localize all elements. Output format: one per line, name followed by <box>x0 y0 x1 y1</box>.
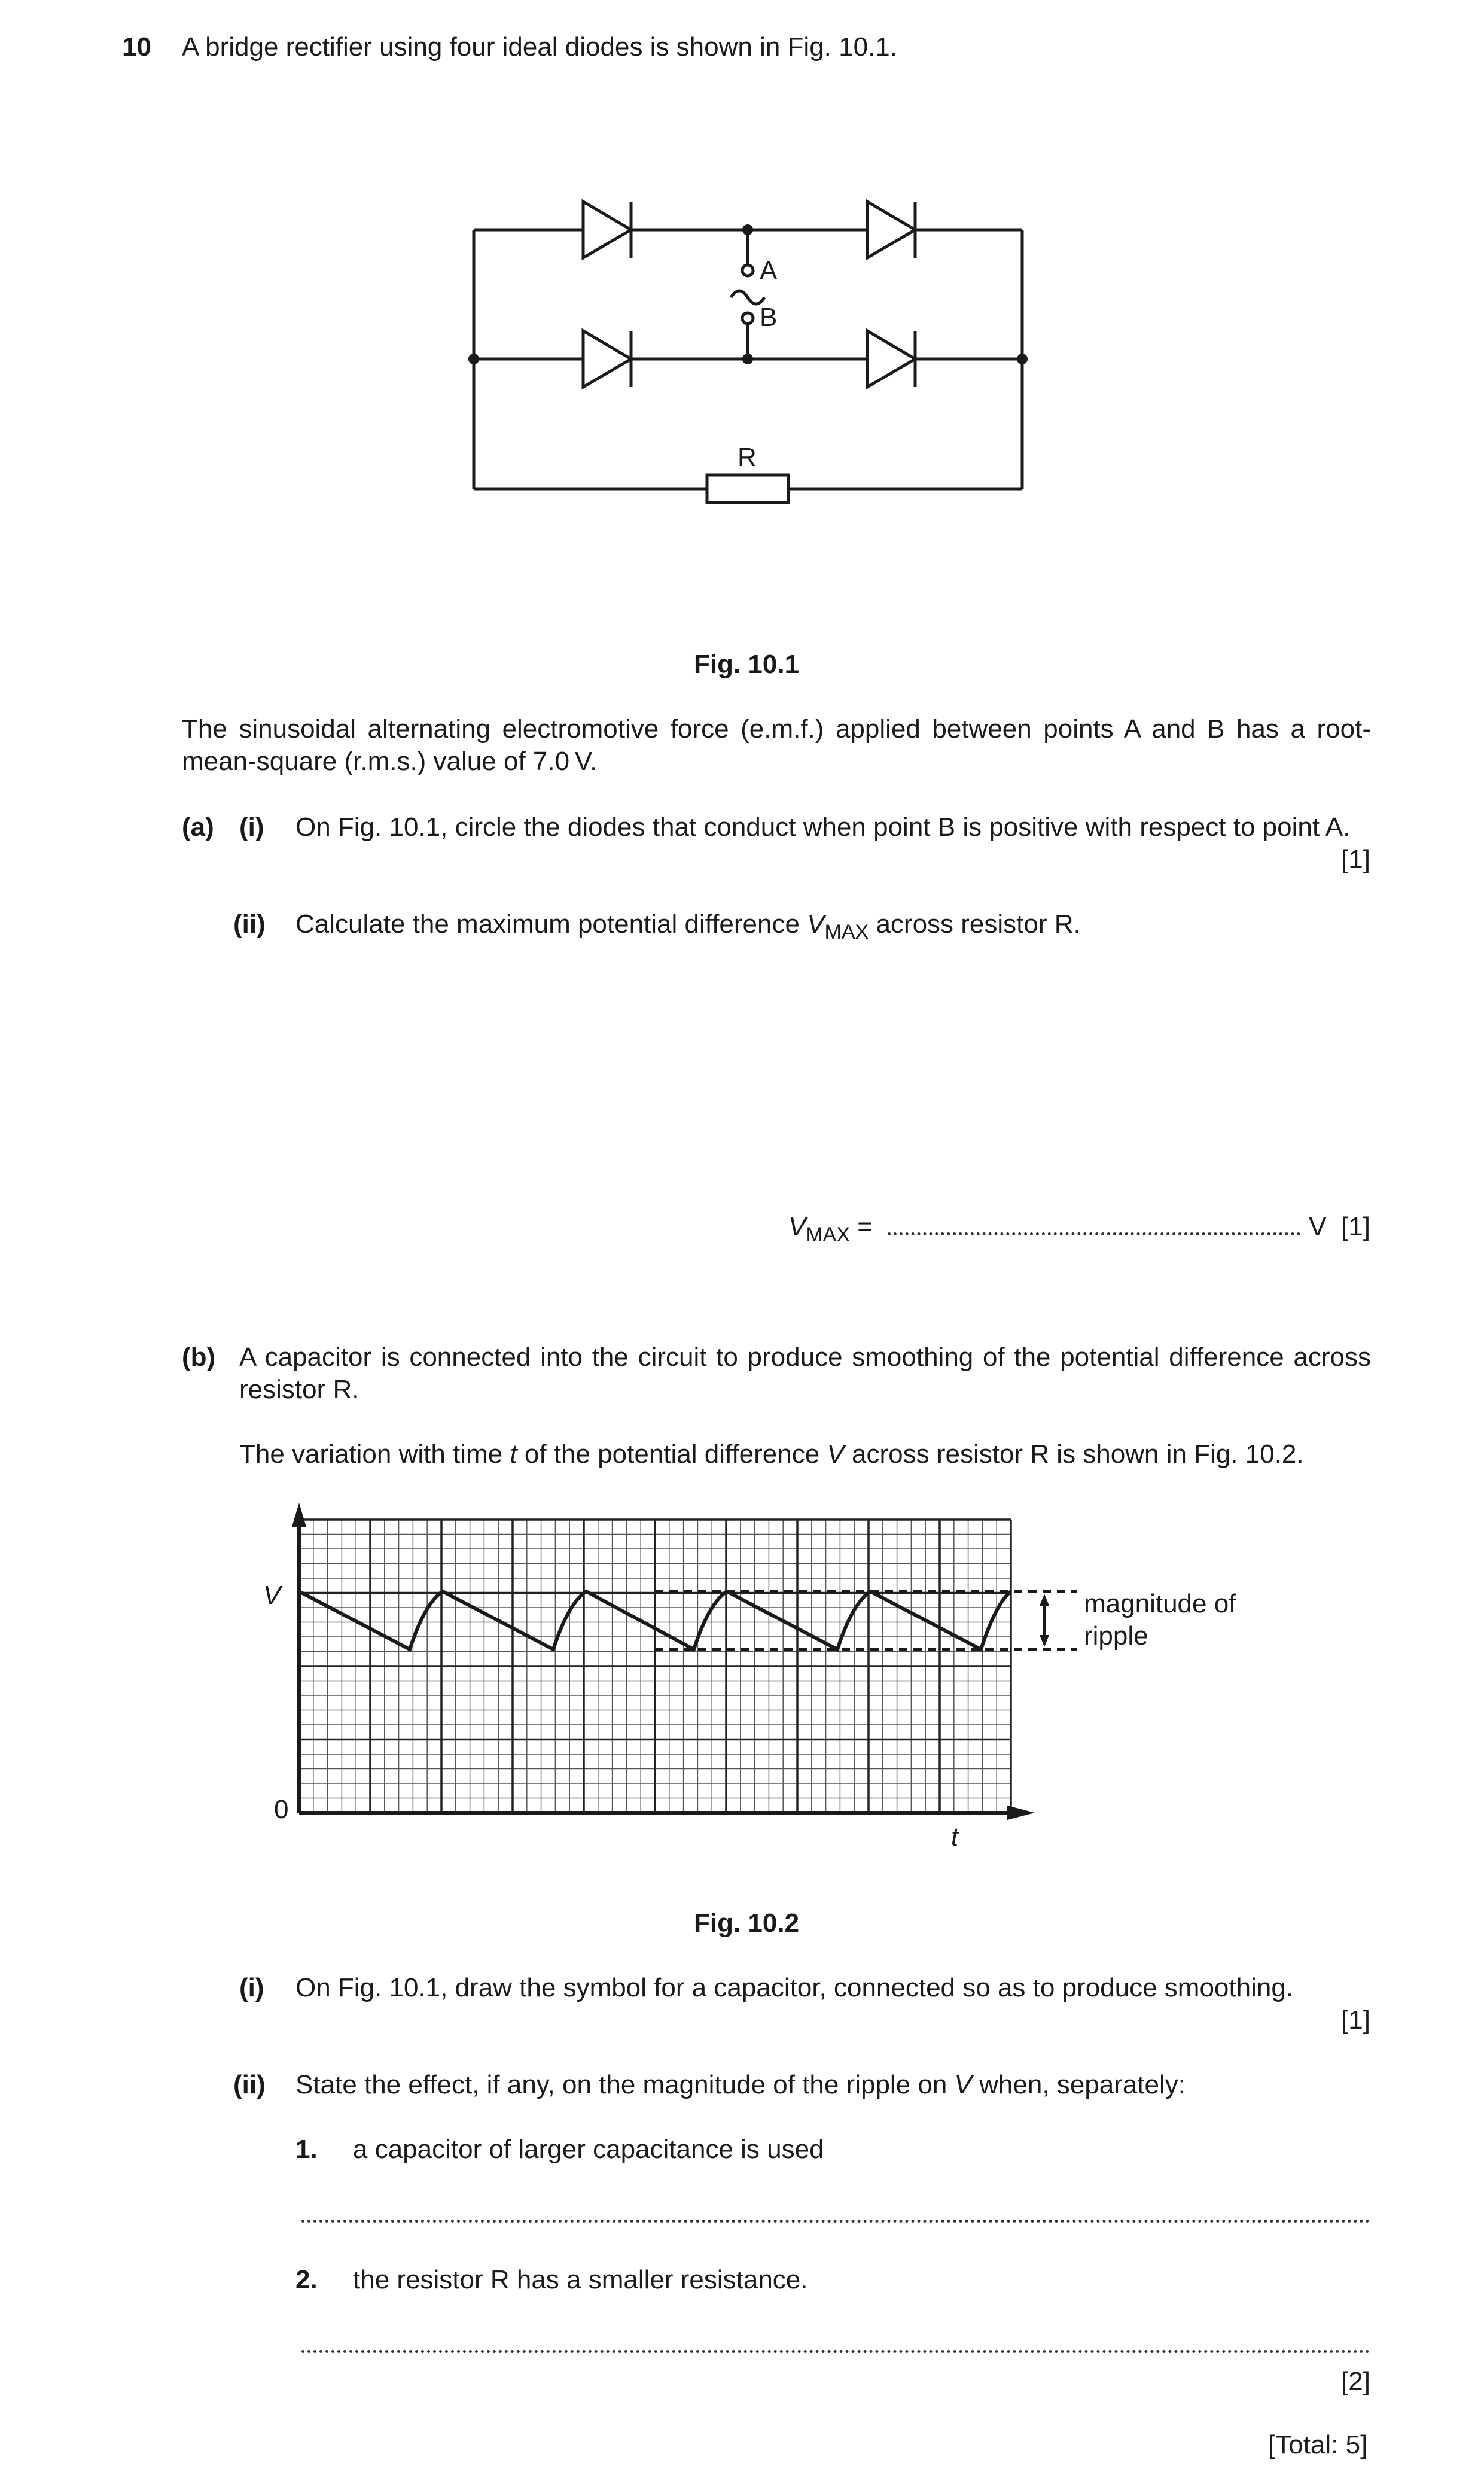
part-a-ii-marks: [1] <box>1341 1212 1370 1241</box>
part-b-i-label: (i) <box>239 1973 264 2002</box>
fig1-caption: Fig. 10.1 <box>694 650 800 679</box>
y-axis-arrow <box>292 1503 306 1527</box>
part-b-ii-marks: [2] <box>1341 2367 1370 2396</box>
part-a-ii-label: (ii) <box>233 909 266 939</box>
ripple-label-2: ripple <box>1084 1621 1148 1651</box>
label-b: B <box>760 303 778 332</box>
fig2-caption: Fig. 10.2 <box>694 1908 800 1938</box>
part-a-i-label: (i) <box>239 812 264 842</box>
part-b-variation: The variation with time t of the potential difference V across resistor R is shown in Fig. 10.2. <box>239 1439 1304 1469</box>
item-2-number: 2. <box>295 2265 318 2294</box>
part-b-i-text: On Fig. 10.1, draw the symbol for a capacitor, connected so as to produce smoothing. <box>295 1973 1294 2002</box>
graph-origin: 0 <box>274 1795 289 1824</box>
x-axis-arrow <box>1007 1806 1035 1820</box>
ripple-label-1: magnitude of <box>1084 1589 1236 1618</box>
item-2-answer-line[interactable] <box>301 2350 1370 2353</box>
item-2-text: the resistor R has a smaller resistance. <box>353 2265 808 2294</box>
item-1-answer-line[interactable] <box>301 2220 1370 2223</box>
part-a-label: (a) <box>182 812 214 842</box>
item-1-number: 1. <box>295 2135 318 2164</box>
part-a-ii-text: Calculate the maximum potential difference $V_{MAX}$ across resistor R. <box>295 909 1081 943</box>
label-r: R <box>738 443 757 472</box>
part-b-i-marks: [1] <box>1341 2005 1370 2035</box>
part-a-i-marks: [1] <box>1341 845 1370 874</box>
vmax-answer-label: $V_{MAX}$ = <box>788 1212 873 1246</box>
part-b-ii-label: (ii) <box>233 2070 266 2099</box>
item-1-text: a capacitor of larger capacitance is used <box>353 2135 824 2164</box>
part-b-text: A capacitor is connected into the circuit to produce smoothing of the potential difference across resistor R. <box>239 1342 1371 1404</box>
part-b-ii-text: State the effect, if any, on the magnitude of the ripple on V when, separately: <box>295 2070 1186 2099</box>
part-a-i-text: On Fig. 10.1, circle the diodes that conduct when point B is positive with respect to point A. <box>295 812 1351 842</box>
question-intro: A bridge rectifier using four ideal diodes is shown in Fig. 10.1. <box>182 32 897 62</box>
question-stem: The sinusoidal alternating electromotive force (e.m.f.) applied between points A and B has a root-mean-square (r.m.s.) value of 7.0 V. <box>182 714 1371 776</box>
total-marks: [Total: 5] <box>1268 2430 1368 2459</box>
graph-y-label: V <box>263 1581 281 1610</box>
part-b-label: (b) <box>182 1342 216 1372</box>
label-a: A <box>760 256 778 285</box>
question-number: 10 <box>122 32 151 62</box>
graph-x-label: t <box>951 1822 959 1852</box>
vmax-unit: V <box>1309 1212 1327 1241</box>
